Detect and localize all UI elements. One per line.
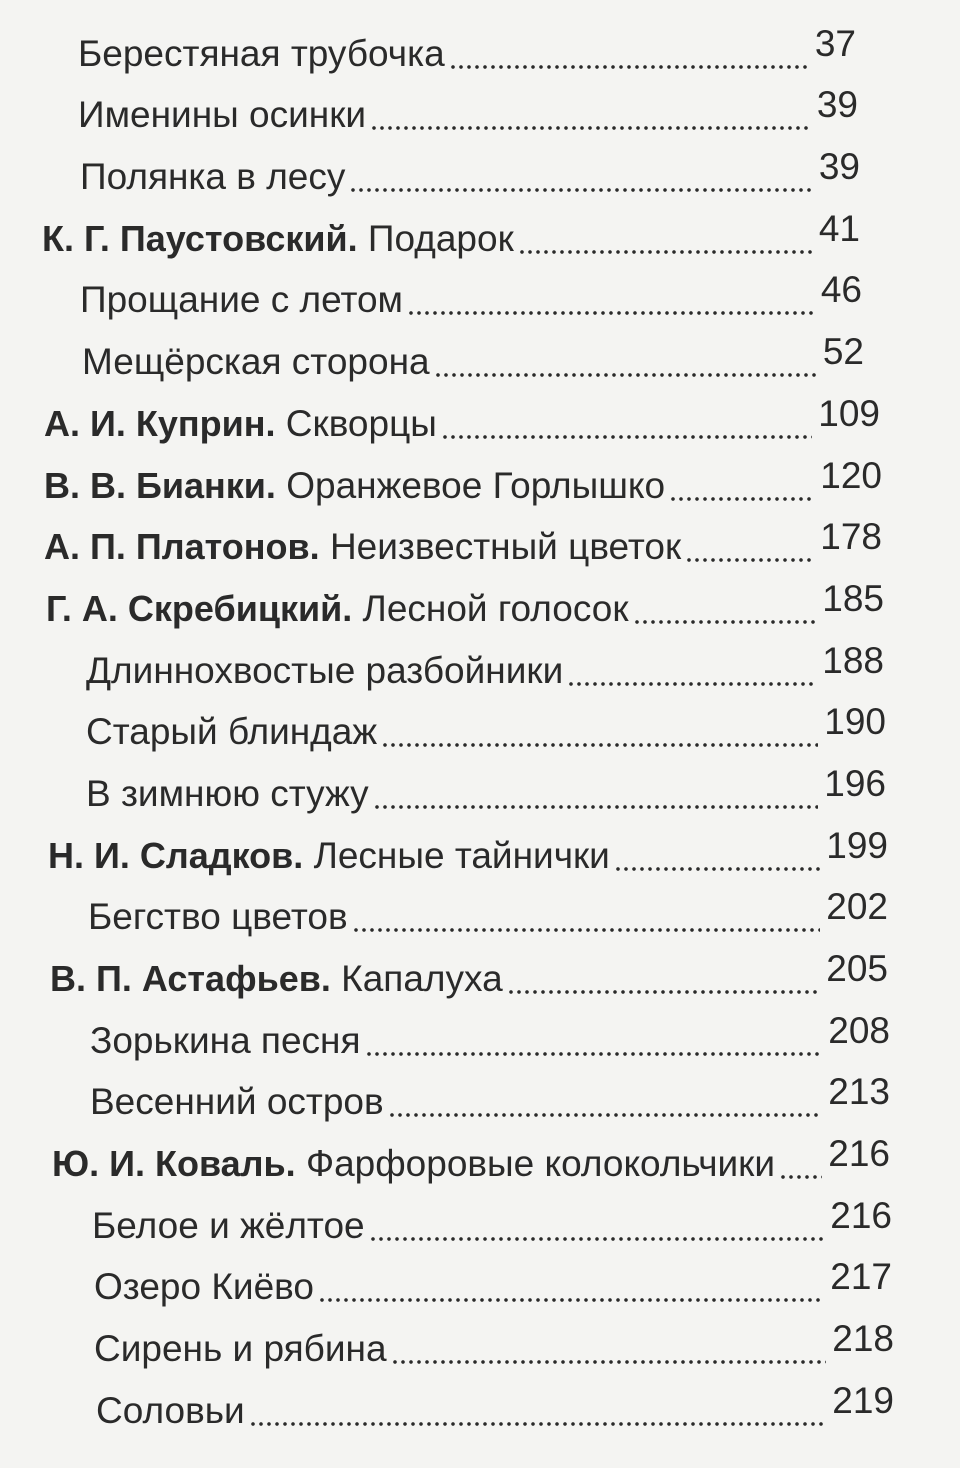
page-number: 199: [826, 824, 888, 866]
dot-leader: [352, 897, 821, 937]
toc-entry: [0, 1252, 960, 1314]
toc-entry: [0, 203, 960, 265]
page-number: 202: [826, 886, 888, 928]
toc-work: Неизвестный цветок: [329, 526, 682, 568]
dot-leader: [370, 95, 811, 135]
toc-title: [44, 404, 437, 444]
dot-leader: [669, 466, 814, 506]
toc-title: Весенний остров: [90, 1081, 384, 1123]
dot-leader: [779, 1144, 822, 1184]
dot-leader: [388, 1082, 823, 1122]
toc-title: Зорькина песня: [90, 1019, 361, 1061]
toc-entry: [0, 18, 960, 80]
toc-author: К. Г. Паустовский.: [42, 217, 358, 259]
toc-entry: [0, 1067, 960, 1129]
dot-leader: [369, 1206, 825, 1246]
toc-author: Н. И. Сладков.: [48, 834, 304, 876]
toc-title: Белое и жёлтое: [92, 1204, 365, 1246]
toc-entry: [0, 882, 960, 944]
toc-author: А. П. Платонов.: [44, 526, 320, 568]
page-number: 109: [818, 392, 880, 434]
page-number: 218: [832, 1318, 894, 1360]
toc-title: Сирень и рябина: [94, 1328, 387, 1370]
dot-leader: [518, 219, 813, 259]
page-number: 219: [832, 1379, 894, 1421]
dot-leader: [373, 774, 819, 814]
toc-entry: [0, 141, 960, 203]
toc-title: Бегство цветов: [88, 896, 348, 938]
page-number: 188: [822, 639, 884, 681]
toc-entry: [0, 1190, 960, 1252]
page-number: 46: [820, 269, 862, 311]
table-of-contents: [0, 18, 960, 1458]
page-number: 190: [824, 701, 886, 743]
toc-title: Старый блиндаж: [86, 711, 378, 753]
toc-title: Соловьи: [96, 1389, 245, 1431]
toc-author: Ю. И. Коваль.: [52, 1143, 296, 1185]
toc-title: [48, 836, 610, 876]
dot-leader: [407, 280, 815, 320]
page-number: 216: [828, 1133, 890, 1175]
toc-entry: [0, 512, 960, 574]
dot-leader: [434, 342, 817, 382]
toc-work: Капалуха: [341, 958, 503, 999]
toc-entry: [0, 80, 960, 142]
dot-leader: [633, 589, 817, 629]
dot-leader: [685, 527, 814, 567]
toc-entry: [0, 573, 960, 635]
toc-author: В. В. Бианки.: [44, 464, 276, 506]
toc-entry: [0, 697, 960, 759]
toc-title: Берестяная трубочка: [78, 32, 445, 74]
page-number: 205: [826, 948, 888, 989]
page-number: 39: [818, 146, 860, 188]
toc-entry: [0, 388, 960, 450]
toc-title: Длиннохвостые разбойники: [86, 649, 564, 691]
dot-leader: [567, 651, 816, 691]
toc-entry: [0, 635, 960, 697]
dot-leader: [381, 712, 818, 752]
toc-title: [46, 589, 629, 629]
page-number: 213: [828, 1071, 890, 1113]
toc-work: Оранжевое Горлышко: [286, 464, 666, 506]
dot-leader: [441, 404, 812, 444]
toc-title: Озеро Киёво: [94, 1266, 314, 1308]
toc-title: [44, 527, 681, 567]
toc-title: [44, 466, 665, 506]
page-number: 37: [814, 22, 856, 64]
dot-leader: [249, 1391, 827, 1431]
dot-leader: [365, 1021, 823, 1061]
dot-leader: [391, 1329, 827, 1369]
toc-title: В зимнюю стужу: [86, 772, 369, 814]
dot-leader: [507, 959, 821, 999]
toc-title: Прощание с летом: [80, 279, 403, 321]
page-number: 217: [830, 1256, 892, 1298]
toc-work: Лесные тайнички: [313, 834, 610, 876]
page-number: 196: [824, 762, 886, 804]
dot-leader: [449, 34, 809, 74]
toc-work: Скворцы: [285, 402, 437, 444]
toc-entry: [0, 1313, 960, 1375]
toc-author: А. И. Куприн.: [44, 402, 276, 444]
page-number: 185: [822, 577, 884, 619]
toc-title: [52, 1144, 775, 1184]
toc-entry: [0, 758, 960, 820]
dot-leader: [349, 157, 812, 197]
page-number: 120: [820, 454, 882, 496]
toc-work: Лесной голосок: [362, 587, 629, 629]
toc-entry: [0, 820, 960, 882]
page-number: 41: [818, 207, 860, 249]
toc-work: Подарок: [367, 217, 514, 259]
toc-work: Фарфоровые колокольчики: [305, 1143, 776, 1185]
toc-entry: [0, 1128, 960, 1190]
toc-entry: [0, 265, 960, 327]
page-number: 216: [830, 1194, 892, 1236]
toc-title: Полянка в лесу: [80, 156, 346, 198]
toc-entry: [0, 1005, 960, 1067]
toc-title: Мещёрская сторона: [82, 341, 430, 383]
toc-author: В. П. Астафьев.: [50, 958, 331, 999]
toc-entry: [0, 326, 960, 388]
toc-entry: [0, 943, 960, 1005]
page-number: 39: [816, 84, 858, 126]
toc-title: Именины осинки: [78, 94, 367, 136]
toc-entry: [0, 1375, 960, 1437]
dot-leader: [614, 836, 820, 876]
page-number: 178: [820, 516, 882, 558]
toc-title: [42, 219, 514, 259]
toc-author: Г. А. Скребицкий.: [46, 587, 353, 629]
toc-entry: [0, 450, 960, 512]
dot-leader: [318, 1267, 824, 1307]
page-number: 208: [828, 1009, 890, 1051]
page-number: 52: [822, 331, 864, 373]
toc-title: [50, 959, 503, 999]
